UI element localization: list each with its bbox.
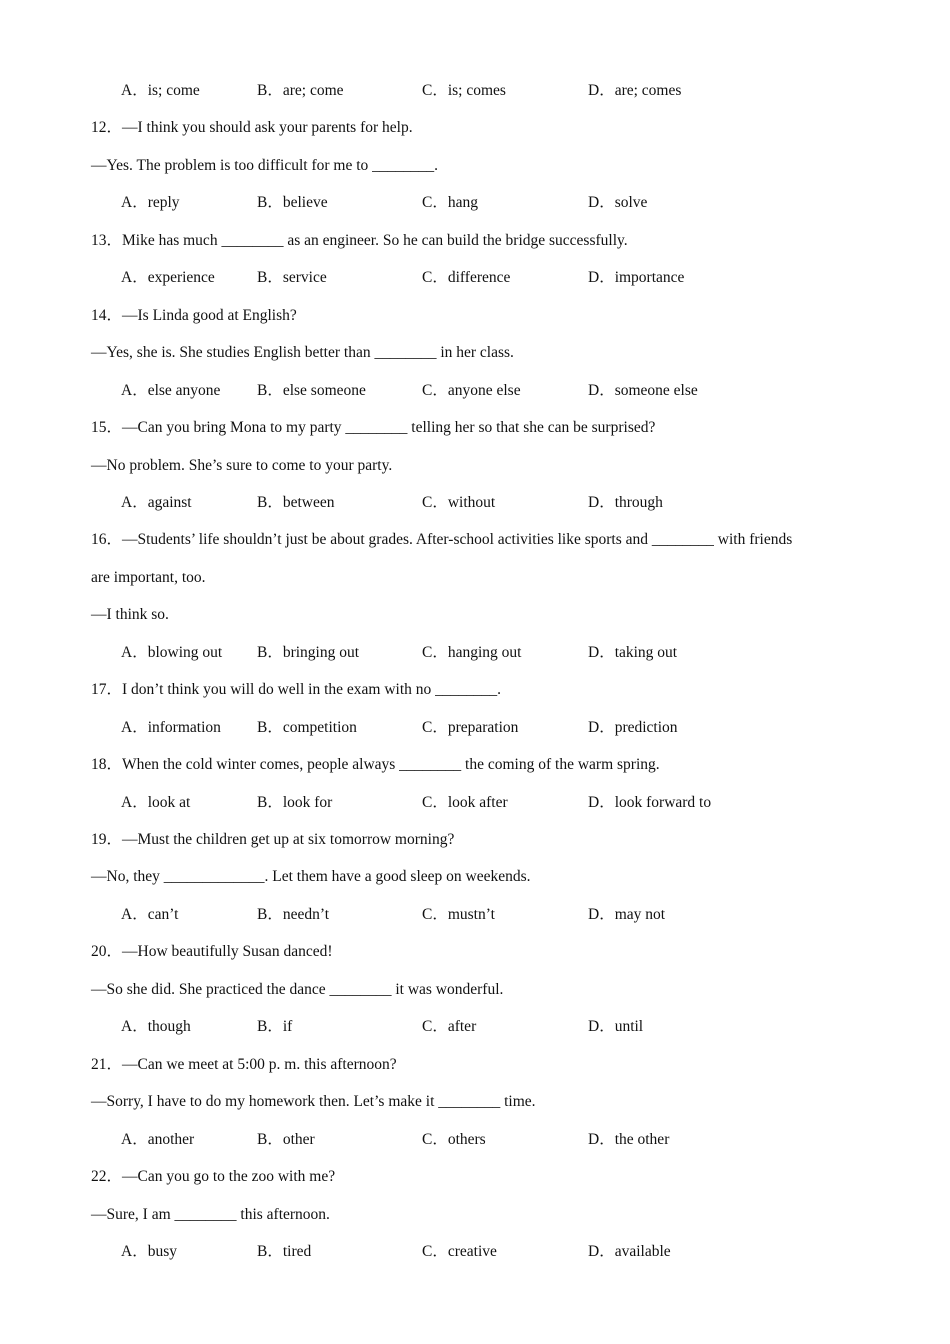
option-d: D．available — [588, 1243, 671, 1260]
option-c: C．mustn’t — [422, 906, 495, 923]
option-c: C．creative — [422, 1243, 497, 1260]
option-c: C．hang — [422, 194, 478, 211]
option-a: A．blowing out — [121, 644, 223, 661]
option-d: D．through — [588, 494, 663, 511]
question-text-line: —Sure, I am ________ this afternoon. — [91, 1206, 330, 1223]
question-text-line: 15．—Can you bring Mona to my party ________ telling her so that she can be surprised? — [91, 419, 656, 436]
answer-options-row — [0, 193, 950, 213]
option-c: C．without — [422, 494, 496, 511]
question-text-line: 19．—Must the children get up at six tomorrow morning? — [91, 831, 455, 848]
answer-options-row — [0, 268, 950, 288]
option-b: B．tired — [257, 1243, 312, 1260]
answer-options-row — [0, 905, 950, 925]
option-a: A．look at — [121, 794, 191, 811]
question-text-line: —Yes. The problem is too difficult for me to ________. — [91, 157, 439, 174]
answer-options-row — [0, 718, 950, 738]
option-a: A．against — [121, 494, 192, 511]
question-text-line: —Sorry, I have to do my homework then. Let’s make it ________ time. — [91, 1093, 536, 1110]
option-b: B．are; come — [257, 82, 344, 99]
option-c: C．hanging out — [422, 644, 522, 661]
option-d: D．are; comes — [588, 82, 682, 99]
option-b: B．believe — [257, 194, 328, 211]
option-d: D．taking out — [588, 644, 678, 661]
option-c: C．difference — [422, 269, 511, 286]
option-a: A．another — [121, 1131, 195, 1148]
option-d: D．until — [588, 1018, 644, 1035]
option-c: C．others — [422, 1131, 486, 1148]
answer-options-row — [0, 493, 950, 513]
option-a: A．is; come — [121, 82, 200, 99]
question-text-line: —No, they _____________. Let them have a good sleep on weekends. — [91, 868, 531, 885]
option-d: D．prediction — [588, 719, 678, 736]
question-text-line: 21．—Can we meet at 5:00 p. m. this afternoon? — [91, 1056, 397, 1073]
option-b: B．service — [257, 269, 327, 286]
option-a: A．experience — [121, 269, 215, 286]
question-text-line: —I think so. — [91, 606, 169, 623]
option-c: C．is; comes — [422, 82, 506, 99]
option-a: A．reply — [121, 194, 180, 211]
option-b: B．if — [257, 1018, 293, 1035]
answer-options-row — [0, 643, 950, 663]
answer-options-row — [0, 1130, 950, 1150]
question-text-line: 12．—I think you should ask your parents for help. — [91, 119, 413, 136]
option-c: C．look after — [422, 794, 508, 811]
question-text-line: —So she did. She practiced the dance ________ it was wonderful. — [91, 981, 504, 998]
question-text-line: 13．Mike has much ________ as an engineer. So he can build the bridge successfully. — [91, 232, 628, 249]
answer-options-row — [0, 381, 950, 401]
option-b: B．competition — [257, 719, 357, 736]
option-a: A．else anyone — [121, 382, 221, 399]
answer-options-row — [0, 1017, 950, 1037]
question-text-line: 16．—Students’ life shouldn’t just be about grades. After-school activities like sports and ________ with friends — [91, 531, 793, 548]
option-b: B．between — [257, 494, 335, 511]
option-a: A．can’t — [121, 906, 179, 923]
option-a: A．though — [121, 1018, 191, 1035]
question-text-line: —No problem. She’s sure to come to your party. — [91, 457, 393, 474]
answer-options-row — [0, 793, 950, 813]
option-c: C．anyone else — [422, 382, 521, 399]
question-text-line: 17．I don’t think you will do well in the exam with no ________. — [91, 681, 502, 698]
option-a: A．information — [121, 719, 221, 736]
option-c: C．preparation — [422, 719, 519, 736]
option-b: B．needn’t — [257, 906, 330, 923]
option-d: D．solve — [588, 194, 648, 211]
option-d: D．may not — [588, 906, 666, 923]
answer-options-row — [0, 1242, 950, 1262]
option-b: B．look for — [257, 794, 333, 811]
answer-options-row — [0, 81, 950, 101]
option-c: C．after — [422, 1018, 477, 1035]
option-d: D．importance — [588, 269, 685, 286]
question-text-line: are important, too. — [91, 569, 206, 586]
option-b: B．else someone — [257, 382, 366, 399]
option-a: A．busy — [121, 1243, 177, 1260]
question-text-line: 20．—How beautifully Susan danced! — [91, 943, 333, 960]
question-text-line: 14．—Is Linda good at English? — [91, 307, 297, 324]
option-d: D．someone else — [588, 382, 698, 399]
option-b: B．other — [257, 1131, 315, 1148]
option-d: D．look forward to — [588, 794, 712, 811]
question-text-line: —Yes, she is. She studies English better than ________ in her class. — [91, 344, 514, 361]
option-b: B．bringing out — [257, 644, 360, 661]
option-d: D．the other — [588, 1131, 670, 1148]
question-text-line: 18．When the cold winter comes, people always ________ the coming of the warm spring. — [91, 756, 660, 773]
question-text-line: 22．—Can you go to the zoo with me? — [91, 1168, 336, 1185]
